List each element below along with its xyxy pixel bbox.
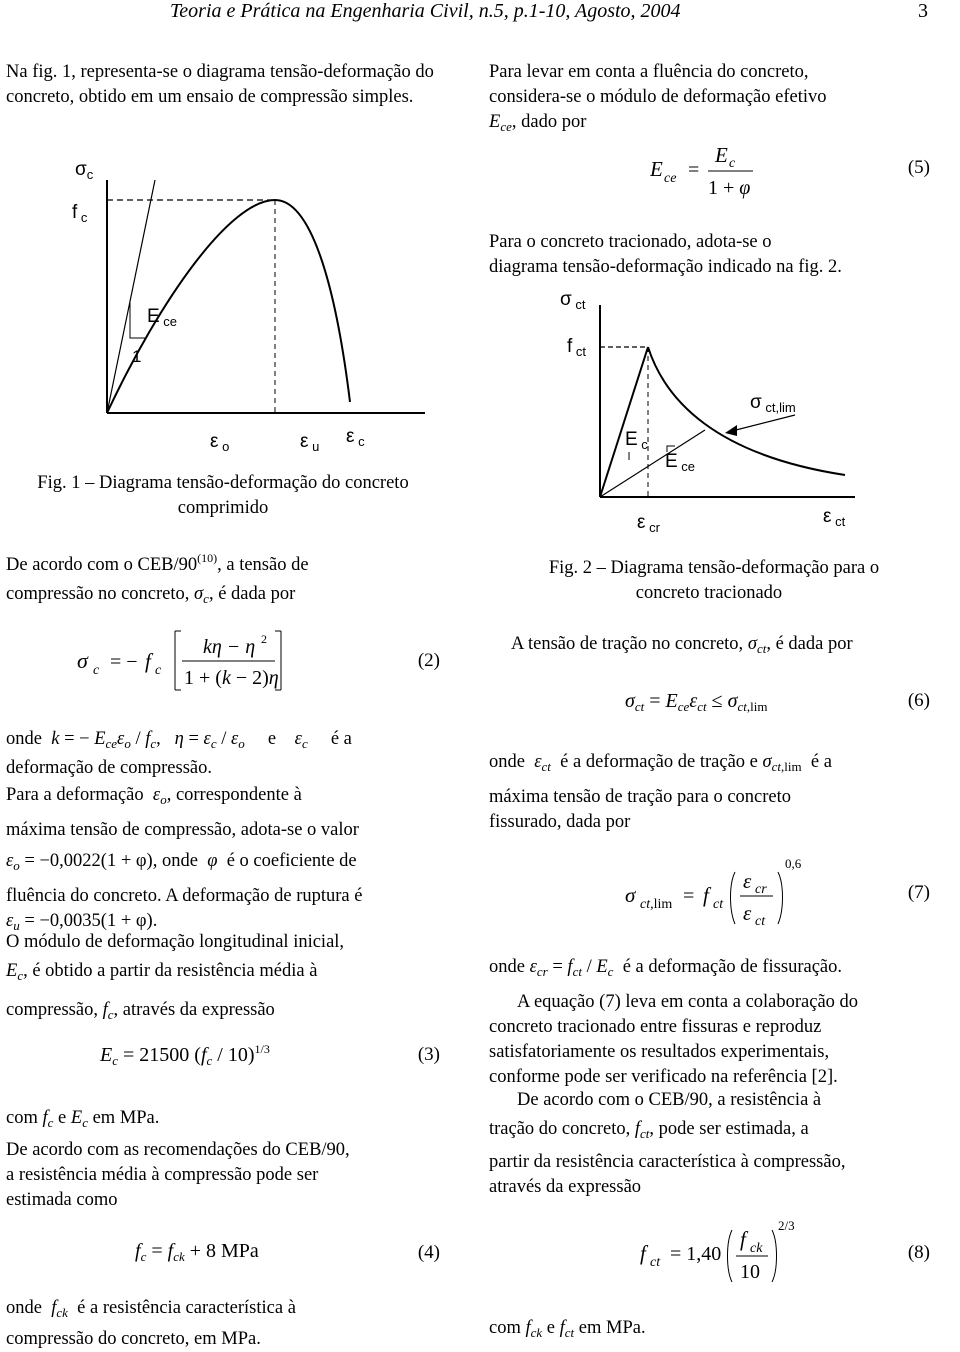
equation-6: $\sigma_{ct} = E_{ce}\varepsilon_{ct} \le \sigma_{ct,lim}$ (6) xyxy=(625,690,930,714)
equation-7 xyxy=(625,852,930,932)
svg-text:cr: cr xyxy=(755,882,767,897)
svg-text:f: f xyxy=(740,1227,746,1251)
onde-paragraph: onde k = − $E_{ce}\varepsilon_o / f_c$, $\eta = \varepsilon_c / \varepsilon_o$ e $\varepsilon_c$ é a deformação de compressão. xyxy=(6,729,352,778)
com-line: com $f_c$ e $E_c$ em MPa. xyxy=(6,1108,160,1130)
fig1-caption-line2: comprimido xyxy=(177,498,269,518)
svg-text:E: E xyxy=(650,157,663,181)
eq3-number: (3) xyxy=(417,1044,440,1065)
svg-text:ct: ct xyxy=(713,897,724,912)
svg-text:1 + φ: 1 + φ xyxy=(708,177,751,199)
svg-text:ε: ε xyxy=(743,901,752,925)
eq5-number: (5) xyxy=(907,157,930,178)
slope-one-label: 1 xyxy=(132,347,142,366)
equation-8 xyxy=(640,1218,930,1288)
figure-1-caption xyxy=(6,471,440,521)
tensao-tracao-paragraph: A tensão de tração no concreto, $\sigma_{ct}$, é dada por xyxy=(511,634,853,656)
svg-text:kη − η: kη − η xyxy=(203,636,256,658)
eps-cr-label: ε $_{cr}$ xyxy=(637,512,660,535)
equation-5 xyxy=(650,140,930,200)
svg-text:ce: ce xyxy=(664,171,677,186)
sigma-c-label: $\sigma_c$ xyxy=(75,159,94,182)
svg-text:ct,lim: ct,lim xyxy=(640,897,673,912)
fig2-caption-line2: concreto tracionado xyxy=(635,583,783,603)
onde7-paragraph: onde $\varepsilon_{cr} = f_{ct} / E_c$ é a deformação de fissuração. xyxy=(489,957,842,979)
svg-text:10: 10 xyxy=(740,1261,760,1283)
tangent-line xyxy=(107,180,155,413)
eps-c-label: ε $_c$ xyxy=(346,426,365,449)
sigma-ctlim-label: σ $_{ct,lim}$ xyxy=(750,392,796,415)
equation-4: $f_c = f_{ck} + 8$ MPa (4) xyxy=(135,1240,440,1264)
svg-text:= −: = − xyxy=(110,651,138,673)
ece-label: E $_{ce}$ xyxy=(665,451,696,474)
svg-text:ck: ck xyxy=(750,1241,763,1256)
eps-ct-label: ε $_{ct}$ xyxy=(823,506,846,529)
svg-text:0,6: 0,6 xyxy=(785,856,802,871)
svg-text:=: = xyxy=(688,159,700,181)
stress-strain-curve xyxy=(107,200,350,413)
deformacao-paragraph: Para a deformação $\varepsilon_o$, correspondente à máxima tensão de compressão, adota-se o valor $\varepsilon_o = -0,0022(1 + \varphi)$, onde φ é o coeficiente de fluência do concreto. A deformação de ruptura é $\varepsilon_u = -0,0035(1 + \varphi)$. xyxy=(6,785,363,933)
intro-paragraph: Na fig. 1, representa-se o diagrama tensão-deformação do concreto, obtido em um ensaio de compressão simples. xyxy=(6,62,434,107)
svg-text:=: = xyxy=(683,885,695,907)
arrow-head xyxy=(725,425,737,436)
svg-text:1 + (k − 2)η: 1 + (k − 2)η xyxy=(184,667,279,689)
fc-label: f $_c$ xyxy=(72,202,88,225)
linear-branch xyxy=(600,347,648,497)
ec-label: E $_c$ xyxy=(625,429,648,452)
onde-fck-paragraph: onde $f_{ck}$ é a resistência característica à compressão do concreto, em MPa. xyxy=(6,1298,296,1349)
eq2-number: (2) xyxy=(417,650,440,671)
page-number: 3 xyxy=(918,0,928,22)
equation-2 xyxy=(75,628,440,698)
svg-text:σ: σ xyxy=(625,883,636,907)
figure-1-stress-strain-compression xyxy=(50,150,430,470)
svg-text:f: f xyxy=(145,649,151,673)
onde6-paragraph: onde $\varepsilon_{ct}$ é a deformação de tração e $\sigma_{ct,lim}$ é a máxima tensão de tração para o concreto fissurado, dada por xyxy=(489,752,832,832)
slope-triangle xyxy=(130,300,145,338)
svg-text:f: f xyxy=(640,1241,646,1265)
figure-2-caption xyxy=(489,556,929,606)
svg-text:ct: ct xyxy=(650,1255,661,1270)
svg-text:ct: ct xyxy=(755,914,766,929)
eq4-number: (4) xyxy=(417,1242,440,1263)
svg-text:= 1,40: = 1,40 xyxy=(670,1243,722,1265)
svg-text:σ: σ xyxy=(77,648,88,673)
fct-label: f $_{ct}$ xyxy=(567,336,587,359)
svg-text:2: 2 xyxy=(261,632,267,646)
eps-o-label: ε $_o$ xyxy=(210,431,230,454)
svg-text:E: E xyxy=(715,143,728,167)
sigma-ct-label: σ $_{ct}$ xyxy=(560,289,586,312)
fig2-caption-line1: Fig. 2 – Diagrama tensão-deformação para o xyxy=(548,558,880,578)
svg-text:c: c xyxy=(729,156,736,171)
arrow-line xyxy=(728,415,795,432)
com8-line: com $f_{ck}$ e $f_{ct}$ em MPa. xyxy=(489,1318,646,1340)
ceb-tracao-paragraph: De acordo com o CEB/90, a resistência à tração do concreto, $f_{ct}$, pode ser estimada, a partir da resistência característica à compressão, através da expressão xyxy=(489,1090,846,1197)
eps-u-label: ε $_u$ xyxy=(300,431,320,454)
modulo-paragraph: O módulo de deformação longitudinal inicial, $E_c$, é obtido a partir da resistência média à compressão, $f_c$, através da expressão xyxy=(6,932,345,1022)
tracao-paragraph: Para o concreto tracionado, adota-se o diagrama tensão-deformação indicado na fig. 2. xyxy=(489,232,842,277)
ceb-estimate-paragraph: De acordo com as recomendações do CEB/90, a resistência média à compressão pode ser estimada como xyxy=(6,1140,350,1210)
figure-2-stress-strain-tension xyxy=(545,280,865,540)
eq7-discussion-paragraph: A equação (7) leva em conta a colaboração do concreto tracionado entre fissuras e reproduz satisfatoriamente os resultados experimentais, conforme pode ser verificado na referência [2]. xyxy=(489,992,859,1087)
svg-text:c: c xyxy=(93,663,100,678)
equation-3: $E_c = 21500$ $(f_c / 10)^{1/3}$ (3) xyxy=(100,1042,440,1068)
svg-text:c: c xyxy=(155,663,162,678)
fluencia-paragraph: Para levar em conta a fluência do concreto, considera-se o módulo de deformação efetivo $E_{ce}$, dado por xyxy=(489,62,827,134)
ceb-paragraph: De acordo com o CEB/90$^{(10)}$, a tensão de compressão no concreto, $\sigma_c$, é dada por xyxy=(6,551,309,606)
svg-text:ε: ε xyxy=(743,869,752,893)
eq6-number: (6) xyxy=(907,690,930,711)
eq8-number: (8) xyxy=(907,1242,930,1263)
svg-text:2/3: 2/3 xyxy=(778,1218,795,1233)
journal-header: Teoria e Prática na Engenharia Civil, n.5, p.1-10, Agosto, 2004 xyxy=(170,0,681,22)
fig1-caption-line1: Fig. 1 – Diagrama tensão-deformação do concreto xyxy=(37,473,409,493)
svg-text:f: f xyxy=(703,883,709,907)
eq7-number: (7) xyxy=(907,882,930,903)
ece-label: E $_{ce}$ xyxy=(147,306,178,329)
